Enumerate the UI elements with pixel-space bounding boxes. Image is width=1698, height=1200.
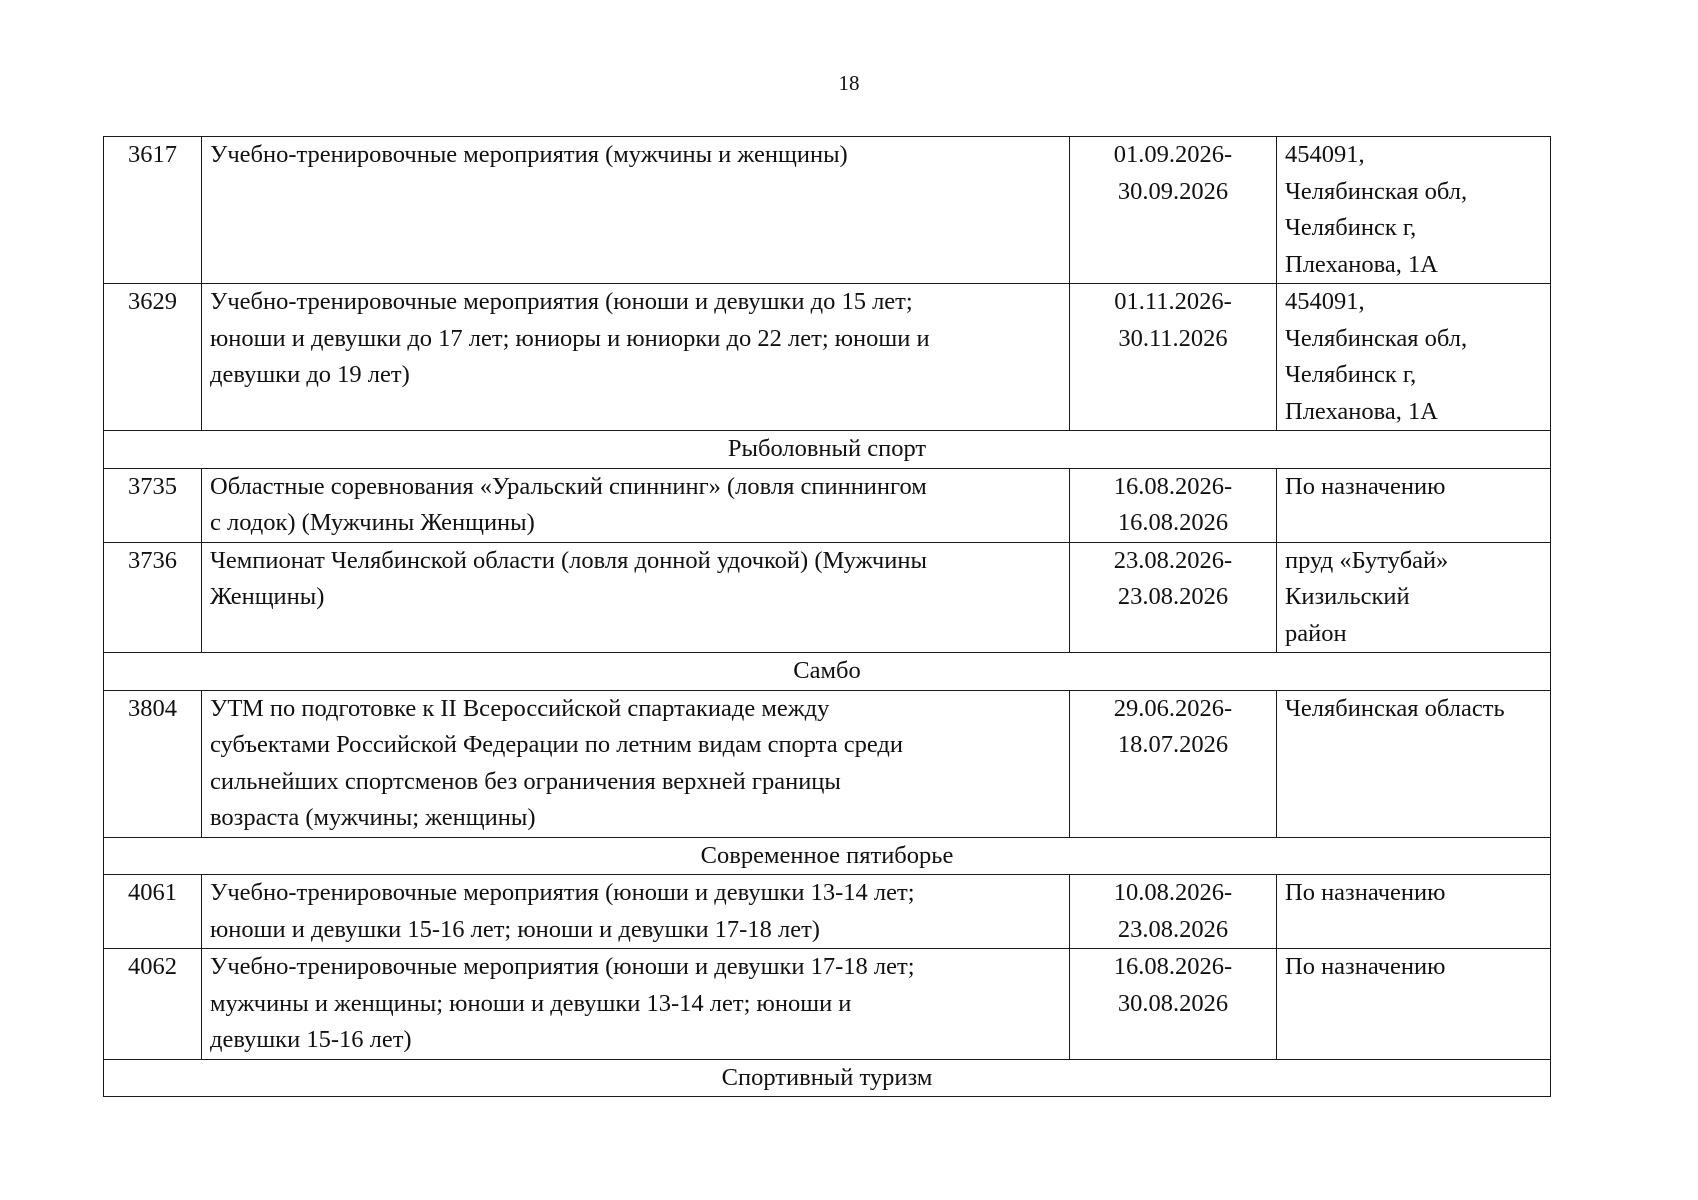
event-place-line: Плеханова, 1А [1285, 250, 1438, 278]
event-place-line: район [1285, 619, 1347, 647]
event-row [104, 468, 1551, 542]
section-title: Спортивный туризм [104, 1059, 1551, 1097]
event-name-line: с лодок) (Мужчины Женщины) [210, 509, 535, 536]
event-row [104, 690, 1551, 837]
event-place-line: Челябинская область [1285, 694, 1505, 722]
event-date-line: 01.11.2026- [1114, 288, 1232, 315]
event-name-line: субъектами Российской Федерации по летним видам спорта среди [210, 731, 903, 758]
event-row [104, 949, 1551, 1060]
event-name-line: девушки до 19 лет) [210, 361, 410, 388]
event-place-line: 454091, [1285, 141, 1365, 168]
event-name-line: УТМ по подготовке к II Всероссийской спартакиаде между [210, 694, 830, 722]
event-name-line: Учебно-тренировочные мероприятия (юноши и девушки до 15 лет; [210, 288, 913, 315]
event-date-line: 16.08.2026 [1117, 509, 1229, 536]
event-row [104, 542, 1551, 653]
event-place-line: По назначению [1285, 953, 1446, 980]
section-header-row [104, 837, 1551, 875]
event-name-line: юноши и девушки 15-16 лет; юноши и девушки 17-18 лет) [210, 915, 820, 943]
event-place-line: Плеханова, 1А [1285, 397, 1438, 425]
event-dates [1070, 875, 1277, 949]
event-dates [1070, 949, 1277, 1060]
event-id: 3736 [104, 542, 202, 653]
section-title: Рыболовный спорт [104, 431, 1551, 469]
event-date-line: 18.07.2026 [1117, 731, 1229, 758]
event-place [1277, 949, 1551, 1060]
event-id: 3735 [104, 468, 202, 542]
section-header-row [104, 431, 1551, 469]
event-date-line: 30.08.2026 [1117, 989, 1229, 1017]
event-name-line: Учебно-тренировочные мероприятия (юноши и девушки 13-14 лет; [210, 879, 915, 906]
event-row [104, 284, 1551, 431]
section-title: Самбо [104, 653, 1551, 691]
event-dates [1070, 690, 1277, 837]
event-place [1277, 284, 1551, 431]
event-dates [1070, 468, 1277, 542]
event-id: 3629 [104, 284, 202, 431]
event-place [1277, 468, 1551, 542]
event-id: 4062 [104, 949, 202, 1060]
event-name-line: Чемпионат Челябинской области (ловля донной удочкой) (Мужчины [210, 546, 927, 574]
event-name [202, 468, 1070, 542]
event-date-line: 30.09.2026 [1117, 177, 1229, 205]
event-place-line: Кизильский [1285, 583, 1410, 610]
event-name [202, 949, 1070, 1060]
event-id: 3617 [104, 137, 202, 284]
event-place-line: 454091, [1285, 288, 1365, 315]
event-date-line: 16.08.2026- [1113, 953, 1233, 980]
event-id: 3804 [104, 690, 202, 837]
section-header-row [104, 1059, 1551, 1097]
event-name [202, 137, 1070, 284]
event-place [1277, 542, 1551, 653]
event-date-line: 29.06.2026- [1113, 694, 1233, 722]
event-name-line: Женщины) [210, 583, 325, 610]
event-name-line: юноши и девушки до 17 лет; юниоры и юниорки до 22 лет; юноши и [210, 324, 930, 352]
event-place [1277, 690, 1551, 837]
event-name-line: девушки 15-16 лет) [210, 1026, 412, 1053]
event-place [1277, 875, 1551, 949]
event-date-line: 30.11.2026 [1118, 324, 1228, 352]
event-name-line: Учебно-тренировочные мероприятия (мужчины и женщины) [210, 141, 848, 168]
event-place-line: По назначению [1285, 472, 1446, 500]
event-row [104, 137, 1551, 284]
event-name-line: мужчины и женщины; юноши и девушки 13-14 лет; юноши и [210, 989, 852, 1017]
event-date-line: 23.08.2026- [1113, 546, 1233, 574]
event-place-line: По назначению [1285, 879, 1446, 906]
event-place-line: Челябинская обл, [1285, 177, 1468, 205]
event-name [202, 875, 1070, 949]
event-name-line: сильнейших спортсменов без ограничения верхней границы [210, 767, 841, 795]
event-place-line: Челябинск г, [1285, 361, 1417, 388]
event-date-line: 16.08.2026- [1113, 472, 1233, 500]
event-name [202, 284, 1070, 431]
event-name-line: Областные соревнования «Уральский спиннинг» (ловля спиннингом [210, 472, 927, 500]
event-place [1277, 137, 1551, 284]
event-date-line: 23.08.2026 [1117, 583, 1229, 610]
event-date-line: 23.08.2026 [1117, 915, 1229, 943]
event-dates [1070, 137, 1277, 284]
page-number: 18 [838, 71, 860, 95]
event-name-line: Учебно-тренировочные мероприятия (юноши и девушки 17-18 лет; [210, 953, 915, 980]
event-dates [1070, 284, 1277, 431]
section-header-row [104, 653, 1551, 691]
event-place-line: пруд «Бутубай» [1285, 546, 1449, 574]
event-place-line: Челябинск г, [1285, 214, 1417, 241]
event-name-line: возраста (мужчины; женщины) [210, 804, 536, 831]
event-id: 4061 [104, 875, 202, 949]
event-row [104, 875, 1551, 949]
event-name [202, 542, 1070, 653]
section-title: Современное пятиборье [104, 837, 1551, 875]
event-date-line: 10.08.2026- [1113, 879, 1233, 906]
event-name [202, 690, 1070, 837]
event-date-line: 01.09.2026- [1113, 141, 1233, 168]
event-dates [1070, 542, 1277, 653]
event-place-line: Челябинская обл, [1285, 324, 1468, 352]
events-table [103, 136, 1551, 1097]
